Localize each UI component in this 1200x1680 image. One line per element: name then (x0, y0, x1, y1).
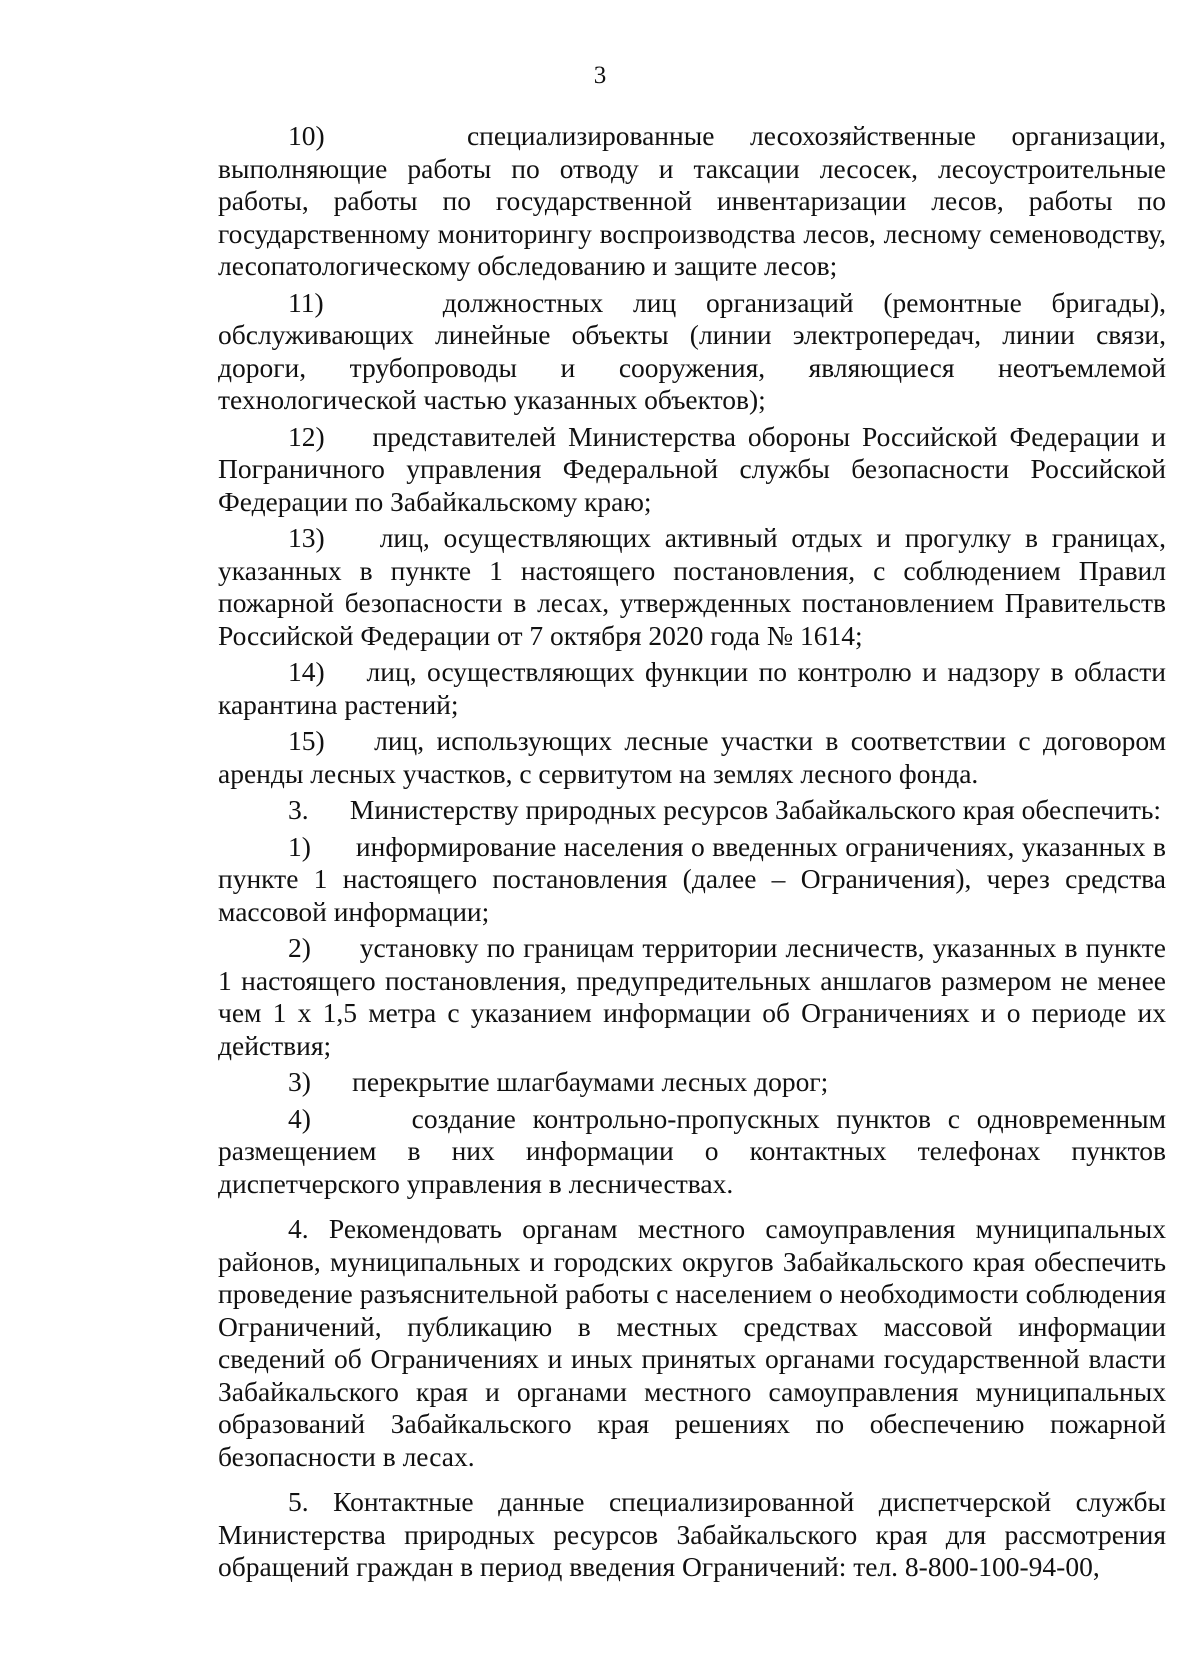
item-number: 3) (288, 1066, 311, 1097)
list-item-3 (218, 1066, 1166, 1099)
item-text: должностных лиц организаций (ремонтные бригады), обслуживающих линейные объекты (линии электропередач, линии связи, дороги, трубопроводы и сооружения, являющиеся неотъемлемой технологической частью указанных объектов); (218, 286, 1167, 415)
list-item-11 (218, 287, 1166, 417)
section-5 (218, 1486, 1166, 1584)
document-body (218, 120, 1166, 1584)
section-number: 4. (288, 1213, 309, 1244)
item-text: представителей Министерства обороны Российской Федерации и Пограничного управления Федеральной службы безопасности Российской Федерации по Забайкальскому краю; (218, 420, 1167, 517)
item-number: 4) (288, 1102, 311, 1134)
section-text: Рекомендовать органам местного самоуправления муниципальных районов, муниципальных и городских округов Забайкальского края обеспечить проведение разъяснительной работы с населением о необходимости соблюдения Ограничений, публикацию в местных средствах массовой информации сведений об Ограничениях и иных принятых органами государственной власти Забайкальского края и органами местного самоуправления муниципальных образований Забайкальского края решениях по обеспечению пожарной безопасности в лесах. (218, 1213, 1167, 1472)
item-number: 13) (288, 522, 325, 553)
item-number: 15) (288, 725, 325, 756)
item-number: 1) (288, 830, 311, 862)
item-number: 11) (288, 286, 324, 318)
item-number: 12) (288, 420, 325, 452)
item-text: создание контрольно-пропускных пунктов с одновременным размещением в них информации о контактных телефонах пунктов диспетчерского управления в лесничествах. (218, 1102, 1167, 1199)
list-item-10 (218, 120, 1166, 283)
item-text: лиц, использующих лесные участки в соответствии с договором аренды лесных участков, с сервитутом на землях лесного фонда. (218, 725, 1166, 789)
section-number: 5. (288, 1486, 309, 1517)
list-item-14 (218, 656, 1166, 721)
list-item-1 (218, 831, 1166, 929)
section-text: Министерству природных ресурсов Забайкальского края обеспечить: (349, 794, 1162, 825)
item-text: установку по границам территории лесничеств, указанных в пункте 1 настоящего постановления, предупредительных аншлагов размером не менее чем 1 х 1,5 метра с указанием информации об Ограничениях и о периоде их действия; (218, 932, 1166, 1061)
item-text: информирование населения о введенных ограничениях, указанных в пункте 1 настоящего постановления (далее – Ограничения), через средства массовой информации; (218, 830, 1166, 927)
item-text: перекрытие шлагбаумами лесных дорог; (352, 1066, 829, 1097)
item-number: 14) (288, 656, 325, 687)
list-item-15 (218, 725, 1166, 790)
item-text: лиц, осуществляющих активный отдых и прогулку в границах, указанных в пункте 1 настоящего постановления, с соблюдением Правил пожарной безопасности в лесах, утвержденных постановлением Правительств Российской Федерации от 7 октября 2020 года № 1614; (218, 522, 1167, 651)
section-4 (218, 1213, 1166, 1473)
page-number: 3 (593, 62, 607, 89)
item-text: специализированные лесохозяйственные организации, выполняющие работы по отводу и таксации лесосек, лесоустроительные работы, работы по государственной инвентаризации лесов, работы по государственному мониторингу воспроизводства лесов, лесному семеноводству, лесопатологическому обследованию и защите лесов; (218, 120, 1167, 281)
list-item-13 (218, 522, 1166, 652)
section-number: 3. (288, 794, 309, 825)
list-item-2 (218, 932, 1166, 1062)
list-item-12 (218, 421, 1166, 519)
item-text: лиц, осуществляющих функции по контролю и надзору в области карантина растений; (218, 656, 1167, 720)
list-item-4 (218, 1103, 1166, 1201)
item-number: 10) (288, 120, 325, 151)
item-number: 2) (288, 932, 311, 963)
section-3 (218, 794, 1166, 827)
section-text: Контактные данные специализированной диспетчерской службы Министерства природных ресурсов Забайкальского края для рассмотрения обращений граждан в период введения Ограничений: тел. 8-800-100-94-00, (218, 1486, 1167, 1582)
